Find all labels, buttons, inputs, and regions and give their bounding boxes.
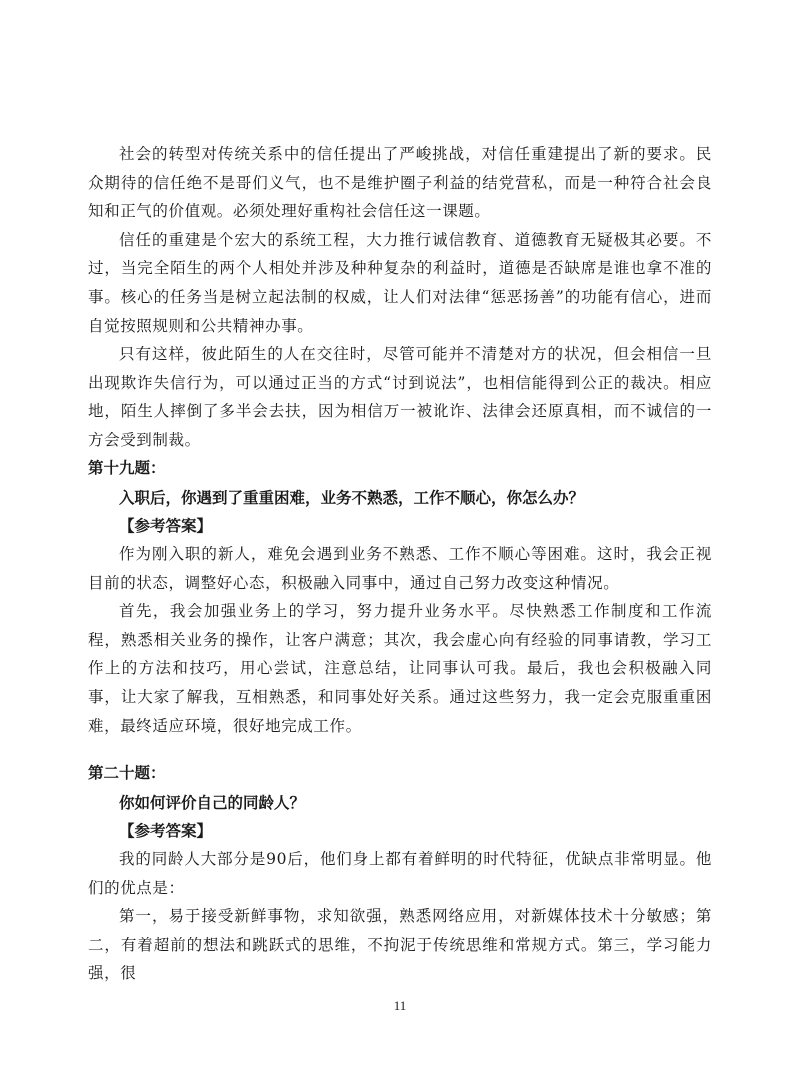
question-20-section (88, 759, 712, 988)
paragraph: 我的同龄人大部分是90后，他们身上都有着鲜明的时代特征，优缺点非常明显。他们的优点是： (88, 850, 712, 897)
paragraph: 第一，易于接受新鲜事物，求知欲强，熟悉网络应用，对新媒体技术十分敏感；第二，有着超前的想法和跳跃式的思维，不拘泥于传统思维和常规方式。第三，学习能力强，很 (88, 907, 712, 983)
paragraph: 首先，我会加强业务上的学习，努力提升业务水平。尽快熟悉工作制度和工作流程，熟悉相关业务的操作，让客户满意；其次，我会虚心向有经验的同事请教，学习工作上的方法和技巧，用心尝试，注意总结，让同事认可我。最后，我也会积极融入同事，让大家了解我，互相熟悉，和同事处好关系。通过这些努力，我一定会克服重重困难，最终适应环境，很好地完成工作。 (88, 602, 712, 735)
paragraph: 作为刚入职的新人，难免会遇到业务不熟悉、工作不顺心等困难。这时，我会正视目前的状态，调整好心态，积极融入同事中，通过自己努力改变这种情况。 (88, 545, 712, 592)
paragraph: 社会的转型对传统关系中的信任提出了严峻挑战，对信任重建提出了新的要求。民众期待的信任绝不是哥们义气，也不是维护圈子利益的结党营私，而是一种符合社会良知和正气的价值观。必须处理好重构社会信任这一课题。 (88, 145, 712, 221)
question-19-section (88, 454, 712, 740)
intro-section (88, 140, 712, 455)
question-text: 你如何评价自己的同龄人？ (119, 793, 306, 812)
question-text: 入职后，你遇到了重重困难，业务不熟悉，工作不顺心，你怎么办？ (119, 488, 585, 507)
answer-label: 【参考答案】 (119, 516, 213, 535)
answer-label: 【参考答案】 (119, 821, 213, 840)
paragraph: 只有这样，彼此陌生的人在交往时，尽管可能并不清楚对方的状况，但会相信一旦出现欺诈失信行为，可以通过正当的方式“讨到说法”，也相信能得到公正的裁决。相应地，陌生人摔倒了多半会去扶，因为相信万一被讹诈、法律会还原真相，而不诚信的一方会受到制裁。 (88, 345, 712, 449)
page-number: 11 (393, 998, 407, 1013)
question-heading: 第二十题： (88, 763, 166, 782)
paragraph: 信任的重建是个宏大的系统工程，大力推行诚信教育、道德教育无疑极其必要。不过，当完全陌生的两个人相处并涉及种种复杂的利益时，道德是否缺席是谁也拿不准的事。核心的任务当是树立起法制的权威，让人们对法律“惩恶扬善”的功能有信心，进而自觉按照规则和公共精神办事。 (88, 230, 712, 335)
question-heading: 第十九题： (88, 458, 166, 477)
